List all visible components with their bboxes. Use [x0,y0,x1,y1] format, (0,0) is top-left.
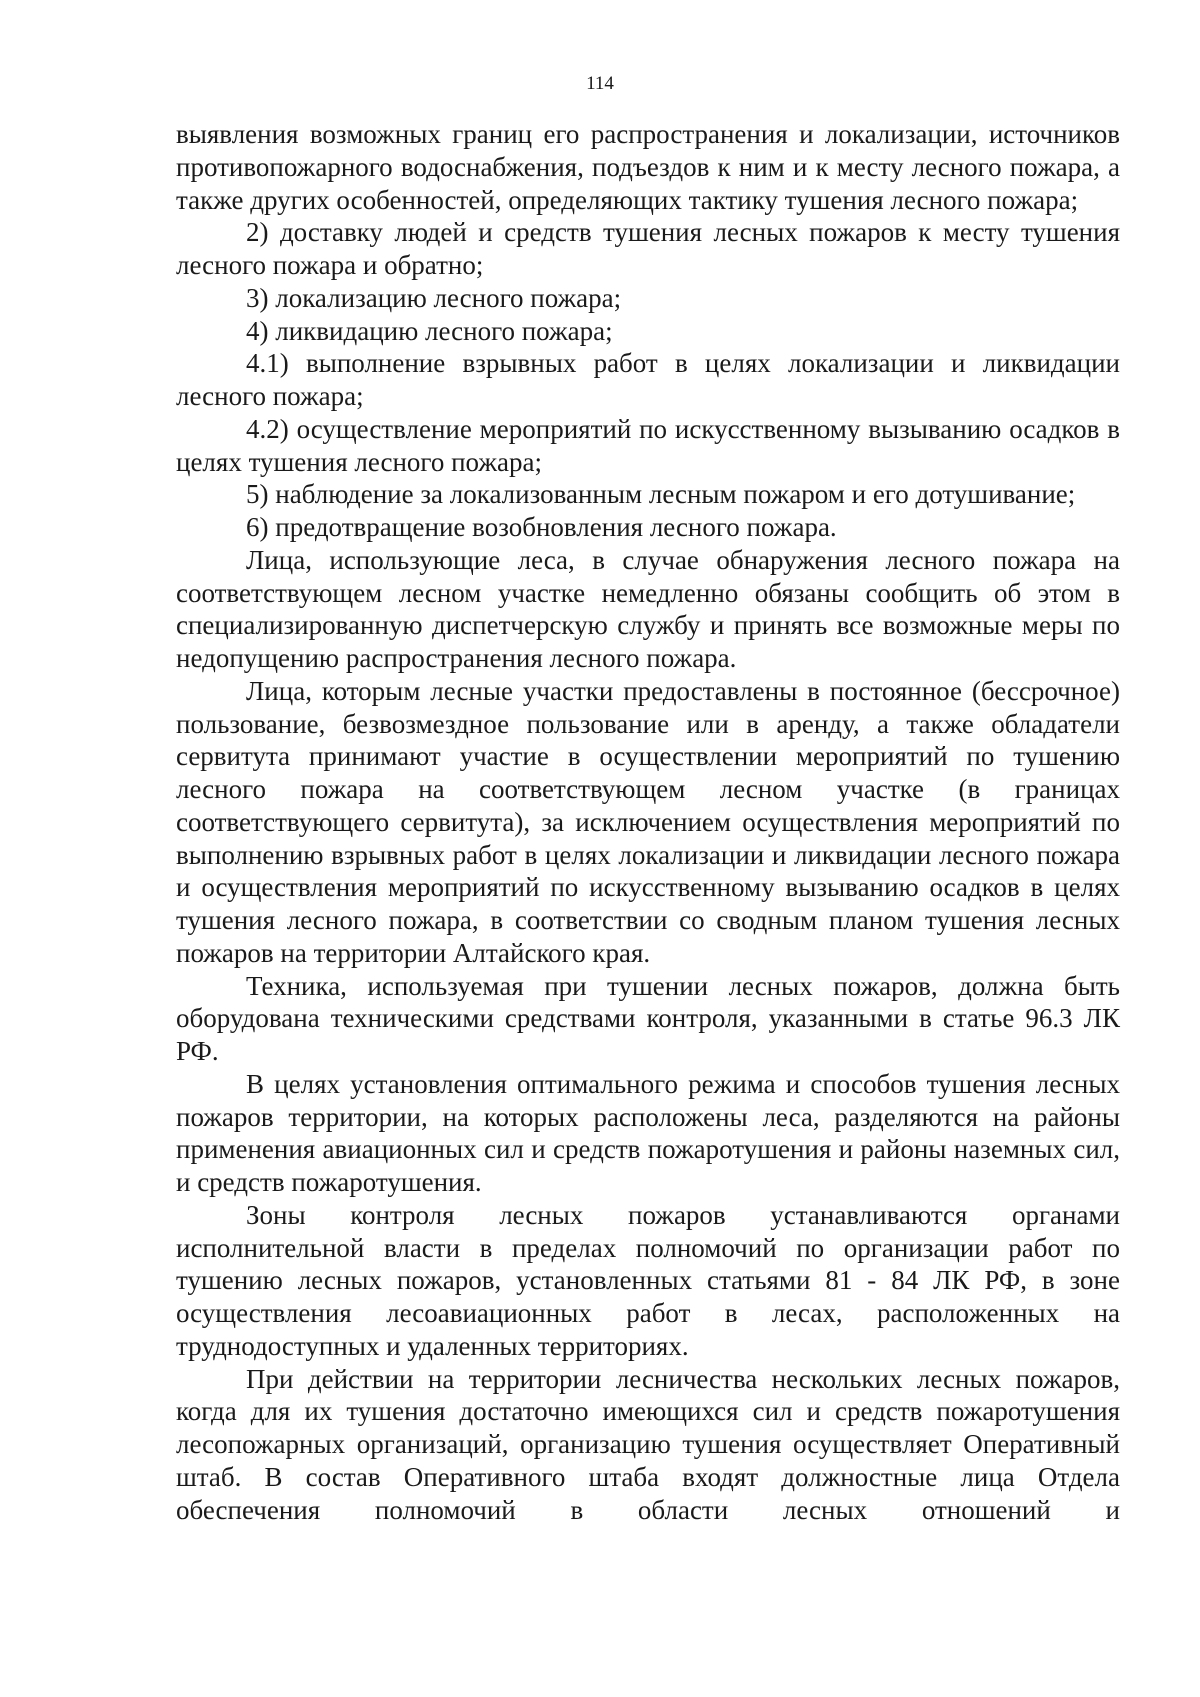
list-item-4: 4) ликвидацию лесного пожара; [246,315,613,346]
paragraph-equipment: Техника, используемая при тушении лесных пожаров, должна быть оборудована техническими средствами контроля, указанными в статье 96.3 ЛК РФ. [176,970,1120,1066]
paragraph-leaseholders: Лица, которым лесные участки предоставлены в постоянное (бессрочное) пользование, безвозмездное пользование или в аренду, а также обладатели сервитута принимают участие в осуществлении мероприятий по тушению лесного пожара на соответствующем лесном участке (в границах соответствующего сервитута), за исключением осуществления мероприятий по выполнению взрывных работ в целях локализации и ликвидации лесного пожара и осуществления мероприятий по искусственному вызыванию осадков в целях тушения лесного пожара, в соответствии со сводным планом тушения лесных пожаров на территории Алтайского края. [176,675,1120,968]
page-number: 114 [586,73,614,94]
document-body [176,118,1120,1526]
paragraph-continuation: выявления возможных границ его распространения и локализации, источников противопожарного водоснабжения, подъездов к ним и к месту лесного пожара, а также других особенностей, определяющих тактику тушения лесного пожара; [176,119,1120,215]
list-item-2: 2) доставку людей и средств тушения лесных пожаров к месту тушения лесного пожара и обратно; [176,217,1120,280]
list-item-4-2: 4.2) осуществление мероприятий по искусственному вызыванию осадков в целях тушения лесного пожара; [176,413,1120,477]
list-item-6: 6) предотвращение возобновления лесного пожара. [246,512,837,542]
list-item-4-1: 4.1) выполнение взрывных работ в целях локализации и ликвидации лесного пожара; [176,348,1120,411]
list-item-5: 5) наблюдение за локализованным лесным пожаром и его дотушивание; [246,479,1076,510]
paragraph-forest-users: Лица, использующие леса, в случае обнаружения лесного пожара на соответствующем лесном участке немедленно обязаны сообщить об этом в специализированную диспетчерскую службу и принять все возможные меры по недопущению распространения лесного пожара. [176,544,1120,673]
paragraph-regions: В целях установления оптимального режима и способов тушения лесных пожаров территории, на которых расположены леса, разделяются на районы применения авиационных сил и средств пожаротушения и районы наземных сил, и средств пожаротушения. [176,1068,1120,1197]
list-item-3: 3) локализацию лесного пожара; [246,282,622,313]
paragraph-control-zones: Зоны контроля лесных пожаров устанавливаются органами исполнительной власти в пределах полномочий по организации работ по тушению лесных пожаров, установленных статьями 81 - 84 ЛК РФ, в зоне осуществления лесоавиационных работ в лесах, расположенных на труднодоступных и удаленных территориях. [176,1199,1120,1361]
paragraph-operational-hq: При действии на территории лесничества нескольких лесных пожаров, когда для их тушения достаточно имеющихся сил и средств пожаротушения лесопожарных организаций, организацию тушения осуществляет Оперативный штаб. В состав Оперативного штаба входят должностные лица Отдела обеспечения полномочий в области лесных отношений и [176,1363,1120,1525]
